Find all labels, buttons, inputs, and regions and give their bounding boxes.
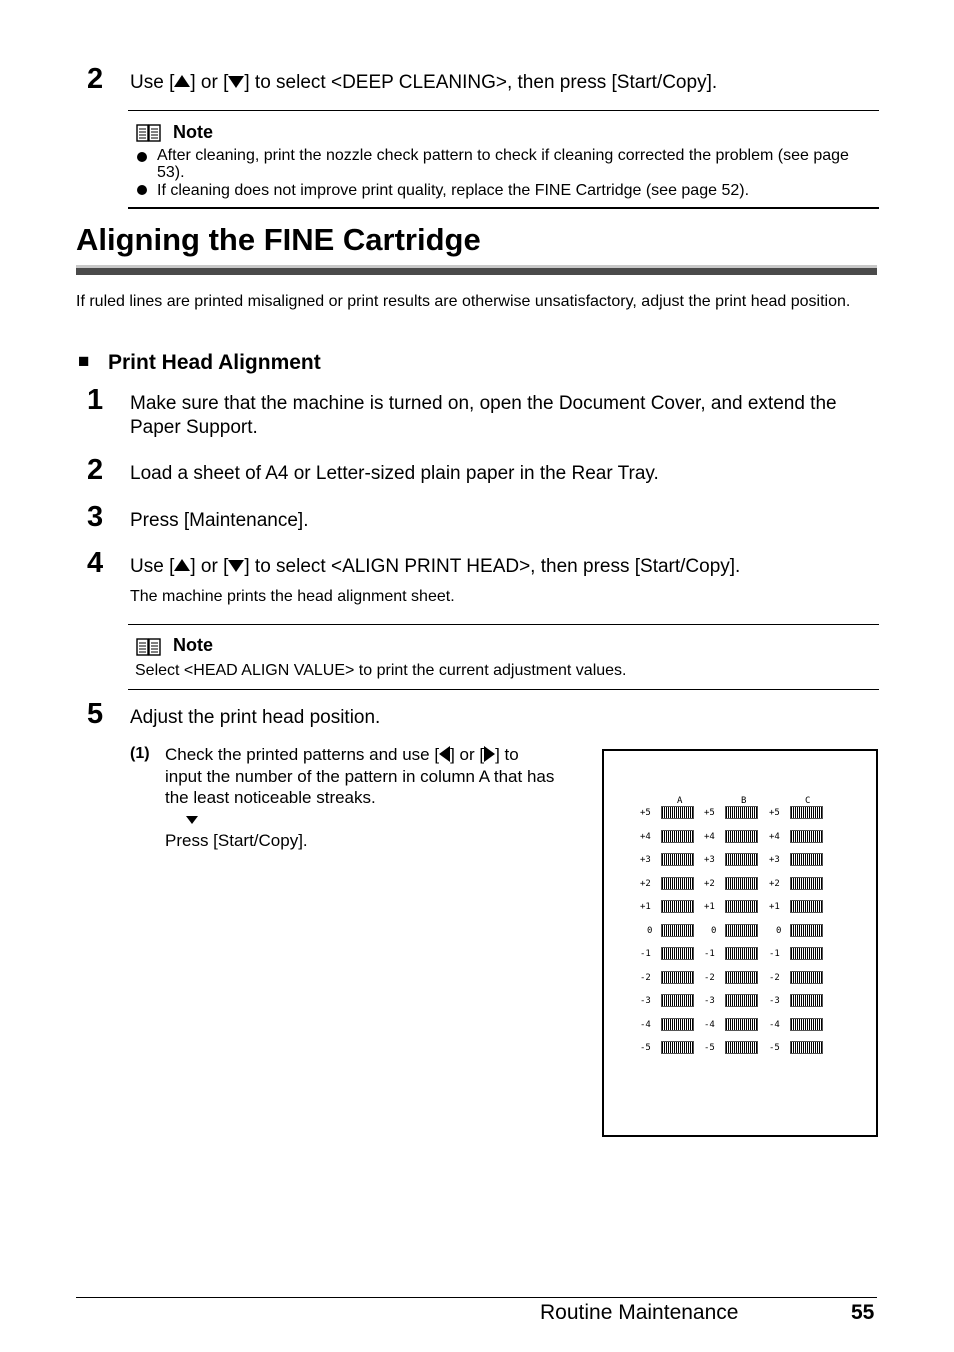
substep-line2: input the number of the pattern in column A that has: [165, 767, 555, 786]
up-arrow-icon: [174, 559, 190, 571]
pattern-swatch: [790, 853, 823, 866]
step-text: Make sure that the machine is turned on, open the Document Cover, and extend the Paper Support.: [130, 393, 837, 438]
pattern-row-label: -2: [769, 972, 780, 983]
step-text: Load a sheet of A4 or Letter-sized plain paper in the Rear Tray.: [130, 463, 659, 484]
pattern-swatch: [725, 924, 758, 937]
pattern-swatch: [725, 1041, 758, 1054]
pattern-row-label: 0: [776, 925, 782, 936]
substep-line1: [165, 745, 519, 765]
pattern-swatch: [661, 853, 694, 866]
step-text-post: ] to select <ALIGN PRINT HEAD>, then press [Start/Copy].: [244, 556, 741, 577]
step-number: 5: [87, 698, 104, 730]
page-number: 55: [851, 1301, 875, 1324]
pattern-row-label: -3: [769, 996, 780, 1006]
title-underline-dark: [76, 268, 877, 275]
pattern-row-label: 0: [647, 925, 653, 936]
left-arrow-icon: [439, 746, 450, 762]
pattern-row-label: -3: [704, 996, 715, 1006]
step-text: Press [Maintenance].: [130, 510, 309, 531]
step-text-pre: Use [: [130, 72, 175, 93]
down-arrow-icon: [228, 76, 244, 88]
pattern-swatch: [790, 1018, 823, 1031]
pattern-row-label: -3: [640, 996, 651, 1006]
pattern-swatch: [661, 994, 694, 1007]
pattern-swatch: [661, 924, 694, 937]
pattern-row-label: +3: [640, 855, 651, 865]
pattern-swatch: [661, 900, 694, 913]
pattern-row-label: +4: [769, 831, 780, 842]
bullet-icon: [137, 185, 147, 195]
pattern-row-label: -5: [704, 1043, 715, 1053]
pattern-row-label: +3: [704, 855, 715, 865]
step-text-pre: Use [: [130, 556, 175, 577]
book-note-icon: [136, 637, 162, 657]
substep-line1-end: ] to: [495, 745, 519, 764]
pattern-swatch: [790, 947, 823, 960]
step-text-mid: ] or [: [190, 556, 229, 577]
step-number: 4: [87, 547, 104, 579]
substep-pre: Check the printed patterns and use [: [165, 745, 440, 764]
substep-then: Press [Start/Copy].: [165, 831, 308, 850]
footer-rule: [76, 1297, 877, 1298]
pattern-row-label: +4: [704, 831, 715, 842]
pattern-row-label: -4: [769, 1019, 780, 1030]
pattern-row-label: -5: [769, 1043, 780, 1053]
pattern-row-label: +5: [640, 808, 651, 818]
pattern-column-header: C: [805, 796, 811, 806]
step-text: Adjust the print head position.: [130, 707, 381, 728]
pattern-swatch: [725, 900, 758, 913]
step-text-post: ] to select <DEEP CLEANING>, then press [Start/Copy].: [244, 72, 718, 93]
pattern-swatch: [725, 947, 758, 960]
note-top-rule: [128, 110, 879, 111]
pattern-swatch: [790, 900, 823, 913]
up-arrow-icon: [174, 75, 190, 87]
down-arrow-icon: [186, 816, 198, 824]
note-item: After cleaning, print the nozzle check pattern to check if cleaning corrected the problem (see page 53).: [157, 147, 849, 181]
pattern-swatch: [790, 1041, 823, 1054]
page-title: Aligning the FINE Cartridge: [76, 222, 481, 257]
bullet-icon: [137, 152, 147, 162]
step-text-mid: ] or [: [190, 72, 229, 93]
substep-line3: the least noticeable streaks.: [165, 788, 376, 807]
step-text: [130, 71, 717, 95]
pattern-swatch: [661, 830, 694, 843]
step-number: 1: [87, 384, 104, 416]
subheading: Print Head Alignment: [108, 351, 321, 374]
note-title: Note: [173, 122, 213, 142]
pattern-swatch: [725, 1018, 758, 1031]
subheading-marker: ■: [78, 351, 90, 372]
pattern-swatch: [725, 806, 758, 819]
pattern-row-label: +5: [704, 808, 715, 818]
alignment-pattern-illustration: [602, 749, 878, 1137]
note-bottom-rule: [128, 207, 879, 209]
pattern-row-label: +4: [640, 831, 651, 842]
pattern-swatch: [661, 947, 694, 960]
note-title: Note: [173, 635, 213, 655]
pattern-row-label: +1: [769, 902, 780, 912]
substep-label: (1): [130, 745, 150, 762]
pattern-row-label: +2: [769, 878, 780, 889]
step-number: 3: [87, 501, 104, 533]
step-text: [130, 555, 740, 579]
pattern-swatch: [790, 806, 823, 819]
pattern-row-label: +5: [769, 808, 780, 818]
pattern-row-label: -1: [640, 949, 651, 959]
pattern-swatch: [725, 971, 758, 984]
pattern-column-header: B: [741, 796, 747, 806]
down-arrow-icon: [228, 560, 244, 572]
footer-section: Routine Maintenance: [540, 1301, 739, 1324]
pattern-row-label: +2: [704, 878, 715, 889]
pattern-column-header: A: [677, 796, 683, 806]
pattern-swatch: [790, 830, 823, 843]
pattern-swatch: [790, 877, 823, 890]
step-number: 2: [87, 454, 104, 486]
note-bottom-rule: [128, 689, 879, 690]
note-text: Select <HEAD ALIGN VALUE> to print the current adjustment values.: [135, 662, 627, 679]
pattern-row-label: +1: [704, 902, 715, 912]
pattern-row-label: +1: [640, 902, 651, 912]
step-number: 2: [87, 63, 104, 95]
pattern-swatch: [790, 924, 823, 937]
pattern-swatch: [725, 853, 758, 866]
step-subtext: The machine prints the head alignment sheet.: [130, 588, 455, 605]
pattern-row-label: -1: [769, 949, 780, 959]
substep-mid: ] or [: [450, 745, 485, 764]
pattern-swatch: [725, 830, 758, 843]
pattern-swatch: [725, 994, 758, 1007]
pattern-row-label: +2: [640, 878, 651, 889]
pattern-row-label: -2: [640, 972, 651, 983]
pattern-row-label: -1: [704, 949, 715, 959]
pattern-row-label: 0: [711, 925, 717, 936]
pattern-row-label: -2: [704, 972, 715, 983]
note-top-rule: [128, 624, 879, 625]
pattern-swatch: [661, 971, 694, 984]
pattern-swatch: [661, 1041, 694, 1054]
intro-paragraph: If ruled lines are printed misaligned or print results are otherwise unsatisfactory, adjust the print head position.: [76, 293, 851, 310]
pattern-swatch: [661, 877, 694, 890]
pattern-swatch: [790, 994, 823, 1007]
right-arrow-icon: [484, 746, 495, 762]
pattern-swatch: [725, 877, 758, 890]
pattern-row-label: -4: [640, 1019, 651, 1030]
pattern-row-label: +3: [769, 855, 780, 865]
book-note-icon: [136, 123, 162, 143]
pattern-swatch: [790, 971, 823, 984]
pattern-row-label: -4: [704, 1019, 715, 1030]
note-item: If cleaning does not improve print quality, replace the FINE Cartridge (see page 52).: [157, 182, 750, 199]
pattern-swatch: [661, 806, 694, 819]
pattern-row-label: -5: [640, 1043, 651, 1053]
pattern-swatch: [661, 1018, 694, 1031]
